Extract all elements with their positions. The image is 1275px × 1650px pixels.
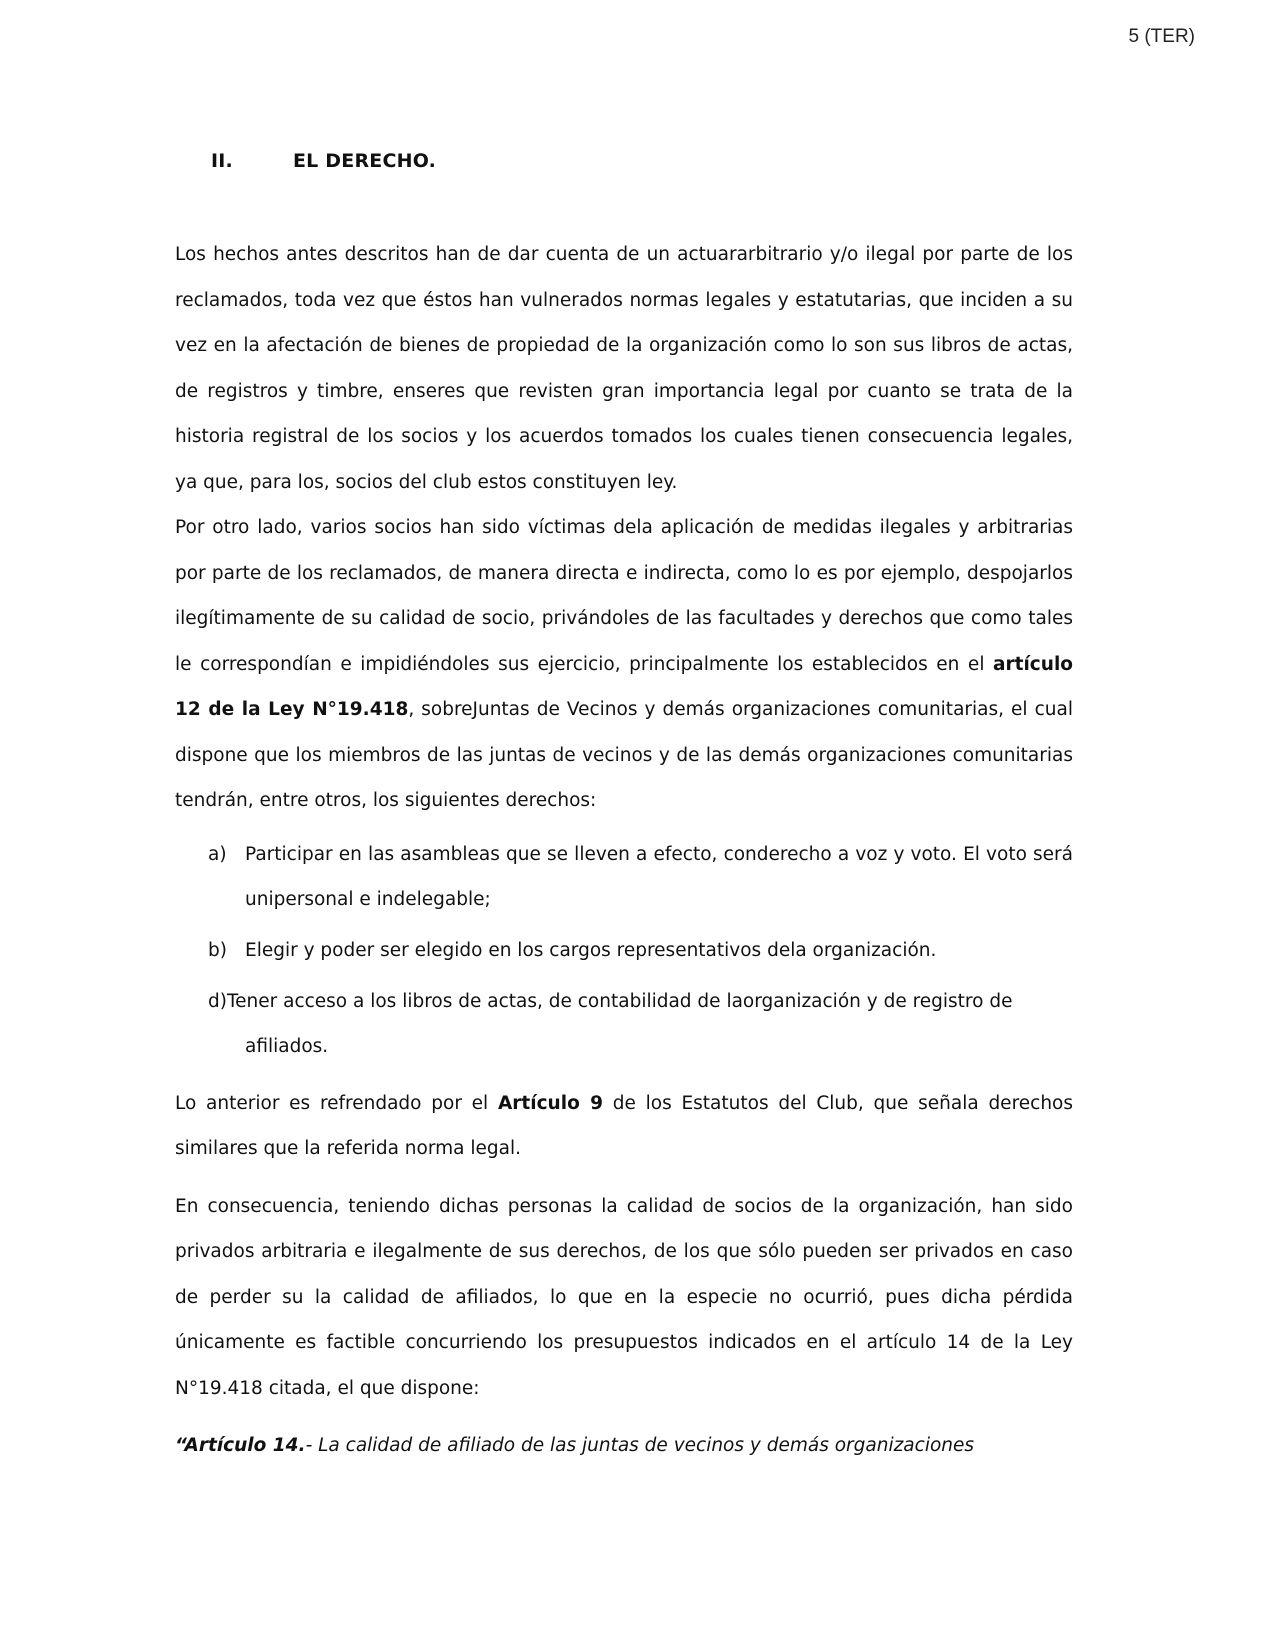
paragraph-statutes [175,1081,1073,1172]
list-item [175,928,1073,973]
rights-list [175,832,1073,1069]
list-item-text: Elegir y poder ser elegido en los cargos representativos dela organización. [245,939,937,961]
list-item-text: Participar en las asambleas que se lleven a efecto, conderecho a voz y voto. El voto será unipersonal e indelegable; [245,843,1073,910]
paragraph-rights-text-2: , sobreJuntas de Vecinos y demás organizaciones comunitarias, el cual dispone que los miembros de las juntas de vecinos y de las demás organizaciones comunitarias tendrán, entre otros, los siguientes derechos: [175,699,1073,811]
list-marker: a) [208,843,227,865]
paragraph-statutes-text-2: de los Estatutos del Club, que señala derechos similares que la referida norma legal. [175,1092,1073,1159]
paragraph-rights-intro [175,505,1073,824]
section-number: II. [211,150,233,172]
list-item [175,832,1073,922]
paragraph-statutes-text-1: Lo anterior es refrendado por el [175,1092,498,1114]
law-quote [175,1423,1073,1469]
law-reference: artículo 12 de la Ley N°19.418 [175,653,1073,720]
page-number: 5 (TER) [1128,26,1195,47]
document-body [175,232,1073,1469]
list-marker: b) [208,939,227,961]
section-title: EL DERECHO. [293,150,437,172]
list-item-text: Tener acceso a los libros de actas, de contabilidad de laorganización y de registro de [226,990,1013,1012]
quote-text: - La calidad de afiliado de las juntas de vecinos y demás organizaciones [305,1435,975,1456]
statute-reference: Artículo 9 [497,1092,603,1114]
list-item-text-continued: afiliados. [245,1035,329,1057]
quote-article-label: “Artículo 14. [175,1435,306,1456]
list-marker: d) [208,990,227,1012]
section-heading [211,150,436,172]
paragraph-rights-text-1: Por otro lado, varios socios han sido víctimas dela aplicación de medidas ilegales y arbitrarias por parte de los reclamados, de manera directa e indirecta, como lo es por ejemplo, despojarlos ilegítimamente de su calidad de socio, privándoles de las facultades y derechos que como tales le correspondían e impidiéndoles sus ejercicio, principalmente los establecidos en el [175,517,1073,675]
paragraph-consequence: En consecuencia, teniendo dichas personas la calidad de socios de la organización, han sido privados arbitraria e ilegalmente de sus derechos, de los que sólo pueden ser privados en caso de perder su la calidad de afiliados, lo que en la especie no ocurrió, pues dicha pérdida únicamente es factible concurriendo los presupuestos indicados en el artículo 14 de la Ley N°19.418 citada, el que dispone: [175,1195,1073,1399]
paragraph-facts: Los hechos antes descritos han de dar cuenta de un actuararbitrario y/o ilegal por parte de los reclamados, toda vez que éstos han vulnerados normas legales y estatutarias, que inciden a su vez en la afectación de bienes de propiedad de la organización como lo son sus libros de actas, de registros y timbre, enseres que revisten gran importancia legal por cuanto se trata de la historia registral de los socios y los acuerdos tomados los cuales tienen consecuencia legales, ya que, para los, socios del club estos constituyen ley. [175,244,1073,493]
list-item [175,979,1073,1069]
